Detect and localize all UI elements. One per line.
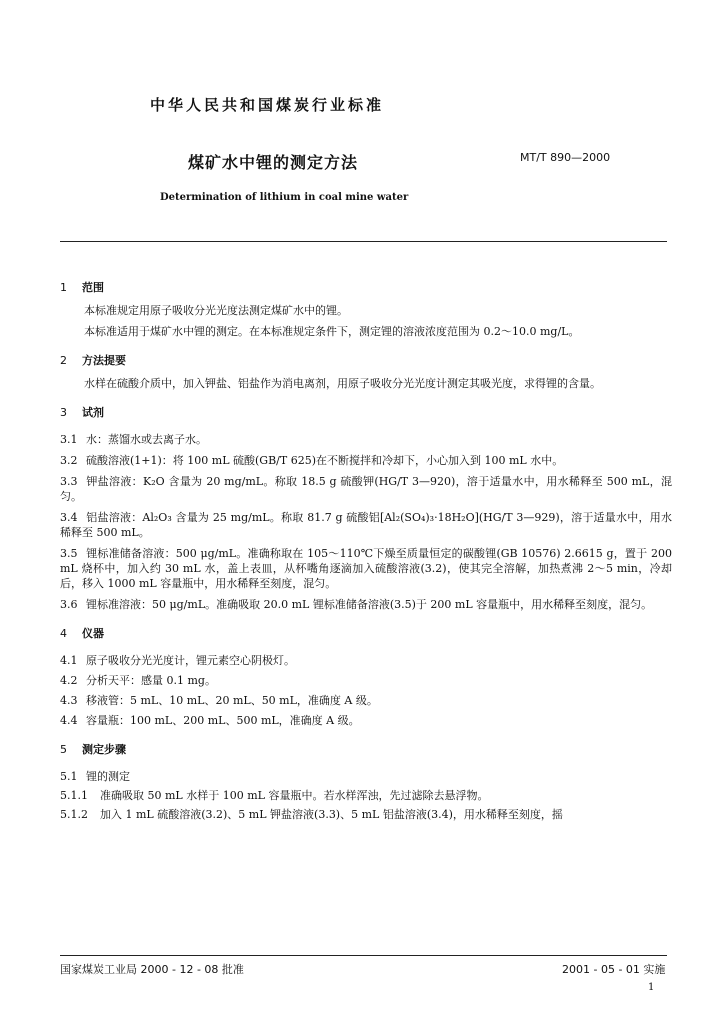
- section-title: 仪器: [82, 627, 104, 640]
- item-number: 5.1.2: [60, 808, 88, 821]
- item-text: 原子吸收分光光度计，锂元素空心阴极灯。: [86, 654, 295, 667]
- reagent-item: [60, 597, 672, 612]
- section-number: 1: [60, 281, 67, 294]
- section-heading-scope: [60, 280, 672, 295]
- item-number: 3.4: [60, 511, 78, 524]
- item-number: 3.3: [60, 475, 78, 488]
- procedure-item: [60, 807, 672, 822]
- item-number: 3.5: [60, 547, 78, 560]
- item-number: 3.1: [60, 433, 78, 446]
- apparatus-item: [60, 713, 672, 728]
- item-text: 容量瓶：100 mL、200 mL、500 mL，准确度 A 级。: [86, 714, 360, 727]
- item-text: 加入 1 mL 硫酸溶液(3.2)、5 mL 钾盐溶液(3.3)、5 mL 铝盐溶液(3.4)，用水稀释至刻度，摇: [100, 808, 563, 821]
- procedure-item: [60, 788, 672, 803]
- item-number: 5.1.1: [60, 789, 88, 802]
- item-text: 钾盐溶液：K₂O 含量为 20 mg/mL。称取 18.5 g 硫酸钾(HG/T 3—920)，溶于适量水中，用水稀释至 500 mL，混匀。: [60, 475, 672, 503]
- procedure-item: [60, 769, 672, 784]
- section-title: 方法提要: [82, 354, 126, 367]
- document-body: [60, 280, 672, 822]
- section-number: 2: [60, 354, 67, 367]
- reagent-item: [60, 432, 672, 447]
- item-number: 5.1: [60, 770, 78, 783]
- standard-organization: 中华人民共和国煤炭行业标准: [150, 96, 385, 114]
- apparatus-item: [60, 653, 672, 668]
- section-title: 范围: [82, 281, 104, 294]
- item-text: 分析天平：感量 0.1 mg。: [86, 674, 216, 687]
- item-text: 锂标准储备溶液：500 μg/mL。准确称取在 105～110℃下燥至质量恒定的碳酸锂(GB 10576) 2.6615 g，置于 200 mL 烧杯中，加入约 30 mL 水，盖上表皿，从杯嘴角逐滴加入硫酸溶液(3.2)，使其完全溶解，加热煮沸 2～5 min，冷却后，移入 1000 mL 容量瓶中，用水稀释至刻度，混匀。: [60, 547, 672, 590]
- reagent-item: [60, 546, 672, 591]
- english-title: Determination of lithium in coal mine water: [160, 192, 409, 203]
- implementation-date: 2001 - 05 - 01 实施: [562, 963, 666, 976]
- apparatus-item: [60, 693, 672, 708]
- item-text: 硫酸溶液(1+1)：将 100 mL 硫酸(GB/T 625)在不断搅拌和冷却下，小心加入到 100 mL 水中。: [86, 454, 564, 467]
- section-heading-apparatus: [60, 626, 672, 641]
- reagent-item: [60, 474, 672, 504]
- item-number: 4.3: [60, 694, 78, 707]
- section-heading-procedure: [60, 742, 672, 757]
- item-text: 移液管：5 mL、10 mL、20 mL、50 mL，准确度 A 级。: [86, 694, 378, 707]
- section-heading-principle: [60, 353, 672, 368]
- scope-paragraph-1: 本标准规定用原子吸收分光光度法测定煤矿水中的锂。: [84, 304, 348, 317]
- section-title: 测定步骤: [82, 743, 126, 756]
- item-number: 3.6: [60, 598, 78, 611]
- page-number: 1: [648, 982, 655, 993]
- document-title: 煤矿水中锂的测定方法: [188, 153, 359, 172]
- item-number: 4.2: [60, 674, 78, 687]
- item-text: 锂标准溶液：50 μg/mL。准确吸取 20.0 mL 锂标准储备溶液(3.5)于 200 mL 容量瓶中，用水稀释至刻度，混匀。: [86, 598, 653, 611]
- header-divider: [60, 241, 667, 242]
- item-number: 4.4: [60, 714, 78, 727]
- scope-paragraph-2: 本标准适用于煤矿水中锂的测定。在本标准规定条件下，测定锂的溶液浓度范围为 0.2～10.0 mg/L。: [84, 325, 580, 338]
- section-number: 5: [60, 743, 67, 756]
- item-text: 铝盐溶液：Al₂O₃ 含量为 25 mg/mL。称取 81.7 g 硫酸铝[Al₂(SO₄)₃·18H₂O](HG/T 3—929)，溶于适量水中，用水稀释至 500 mL。: [60, 511, 672, 539]
- reagent-item: [60, 453, 672, 468]
- item-text: 水：蒸馏水或去离子水。: [86, 433, 207, 446]
- approval-date: 国家煤炭工业局 2000 - 12 - 08 批准: [60, 963, 244, 976]
- section-number: 4: [60, 627, 67, 640]
- standard-number: MT/T 890—2000: [520, 151, 611, 164]
- section-number: 3: [60, 406, 67, 419]
- apparatus-item: [60, 673, 672, 688]
- item-text: 准确吸取 50 mL 水样于 100 mL 容量瓶中。若水样浑浊，先过滤除去悬浮物。: [100, 789, 489, 802]
- item-text: 锂的测定: [86, 770, 130, 783]
- item-number: 3.2: [60, 454, 78, 467]
- reagent-item: [60, 510, 672, 540]
- section-heading-reagents: [60, 405, 672, 420]
- principle-paragraph: 水样在硫酸介质中，加入钾盐、铝盐作为消电离剂，用原子吸收分光光度计测定其吸光度，求得锂的含量。: [84, 377, 601, 390]
- item-number: 4.1: [60, 654, 78, 667]
- footer-divider: [60, 955, 667, 956]
- section-title: 试剂: [82, 406, 104, 419]
